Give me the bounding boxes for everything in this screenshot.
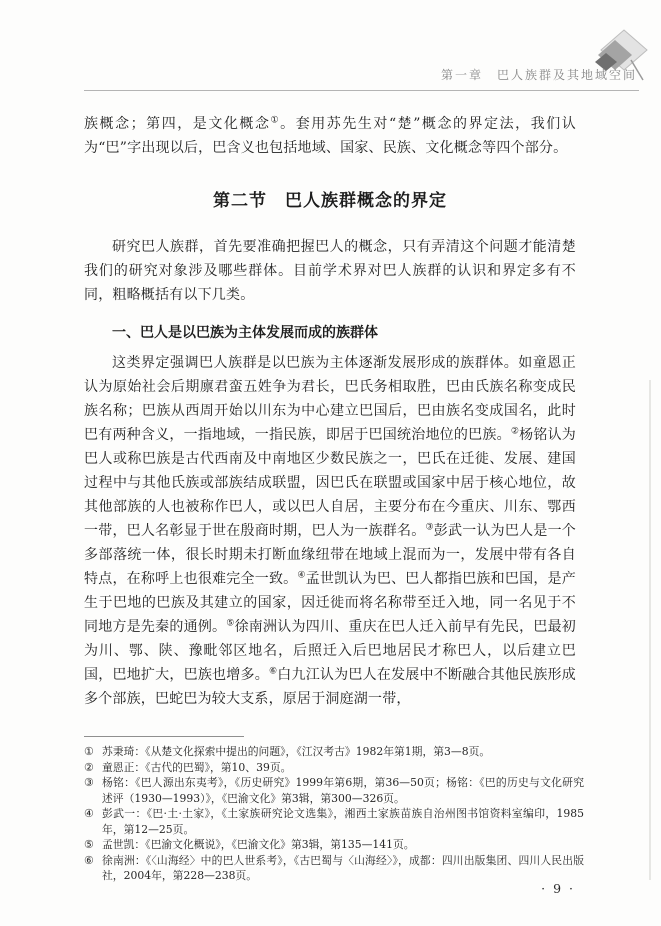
footnote-marker: ① [84,745,94,758]
footnote-text: 杨铭：《巴人源出东夷考》，《历史研究》1999年第6期，第36—50页；杨铭：《巴的历史与文化研究述评（1930—1993）》，《巴渝文化》第3辑，第300—326页。 [102,776,584,805]
page-body [84,112,576,711]
header-rule [84,90,639,91]
section-title: 第二节 巴人族群概念的界定 [213,191,447,211]
footnote [84,853,584,884]
footnote-marker: ⑤ [84,838,94,851]
footnote-marker: ⑥ [84,853,94,867]
footnote-marker: ② [84,760,94,774]
footnote [84,744,584,760]
footnote [84,760,584,776]
footnote-text: 苏秉琦：《从楚文化探索中提出的问题》，《江汉考古》1982年第1期，第3—8页。 [102,745,491,758]
footnote-text: 孟世凯：《巴渝文化概说》，《巴渝文化》第3辑，第135—141页。 [102,838,415,851]
continued-paragraph: 族概念；第四，是文化概念①。套用苏先生对“楚”概念的界定法，我们认为“巴”字出现以后，巴含义也包括地域、国家、民族、文化概念等四个部分。 [84,115,576,156]
footnote-text: 彭武一：《巴·土·土家》，《土家族研究论文选集》，湘西土家族苗族自治州图书馆资料室编印，1985年，第12—25页。 [102,807,584,836]
body-paragraph: 这类界定强调巴人族群是以巴族为主体逐渐发展形成的族群体。如童恩正认为原始社会后期廪君蛮五姓争为君长，巴氏务相取胜，巴由氏族名称变成民族名称；巴族从西周开始以川东为中心建立巴国后，巴由族名变成国名，此时巴有两种含义，一指地域，一指民族，即居于巴国统治地位的巴族。②杨铭认为巴人或称巴族是古代西南及中南地区少数民族之一，巴氏在迁徙、发展、建国过程中与其他氏族或部族结成联盟，因巴氏在联盟或国家中居于核心地位，故其他部族的人也被称作巴人，或以巴人自居，主要分布在今重庆、川东、鄂西一带，巴人名彰显于世在殷商时期，巴人为一族群名。③彭武一认为巴人是一个多部落统一体，很长时期未打断血缘纽带在地域上混而为一，发展中带有各自特点，在称呼上也很难完全一致。④孟世凯认为巴、巴人都指巴族和巴国，是产生于巴地的巴族及其建立的国家，因迁徙而将名称带至迁入地，同一名见于不同地方是先秦的通例。⑤徐南洲认为四川、重庆在巴人迁入前早有先民，巴最初为川、鄂、陕、豫毗邻区地名，后照迁入后巴地居民才称巴人，以后建立巴国，巴地扩大，巴族也增多。⑥白九江认为巴人在发展中不断融合其他民族形成多个部族，巴蛇巴为较大支系，原居于洞庭湖一带， [84,355,576,707]
footnote-marker: ③ [84,776,94,789]
footnote-marker: ④ [84,807,94,820]
page-number: · 9 · [541,881,575,896]
footnote [84,837,584,853]
footnote [84,806,584,837]
footnote-rule [84,736,244,737]
running-head-chapter-title: 第一章 巴人族群及其地域空间 [440,68,637,82]
footnote [84,775,584,806]
footnote-text: 徐南洲：《〈山海经〉中的巴人世系考》，《古巴蜀与〈山海经〉》，成都：四川出版集团、四川人民出版社，2004年，第228—238页。 [102,853,584,882]
lead-paragraph: 研究巴人族群，首先要准确把握巴人的概念，只有弄清这个问题才能清楚我们的研究对象涉及哪些群体。目前学术界对巴人族群的认识和界定多有不同，粗略概括有以下几类。 [84,239,576,303]
footnote-text: 童恩正：《古代的巴蜀》，第10、39页。 [102,760,292,774]
footnotes-block [84,744,584,884]
subsection-title: 一、巴人是以巴族为主体发展而成的族群体 [112,325,378,341]
scan-edge-shadow [649,380,651,880]
